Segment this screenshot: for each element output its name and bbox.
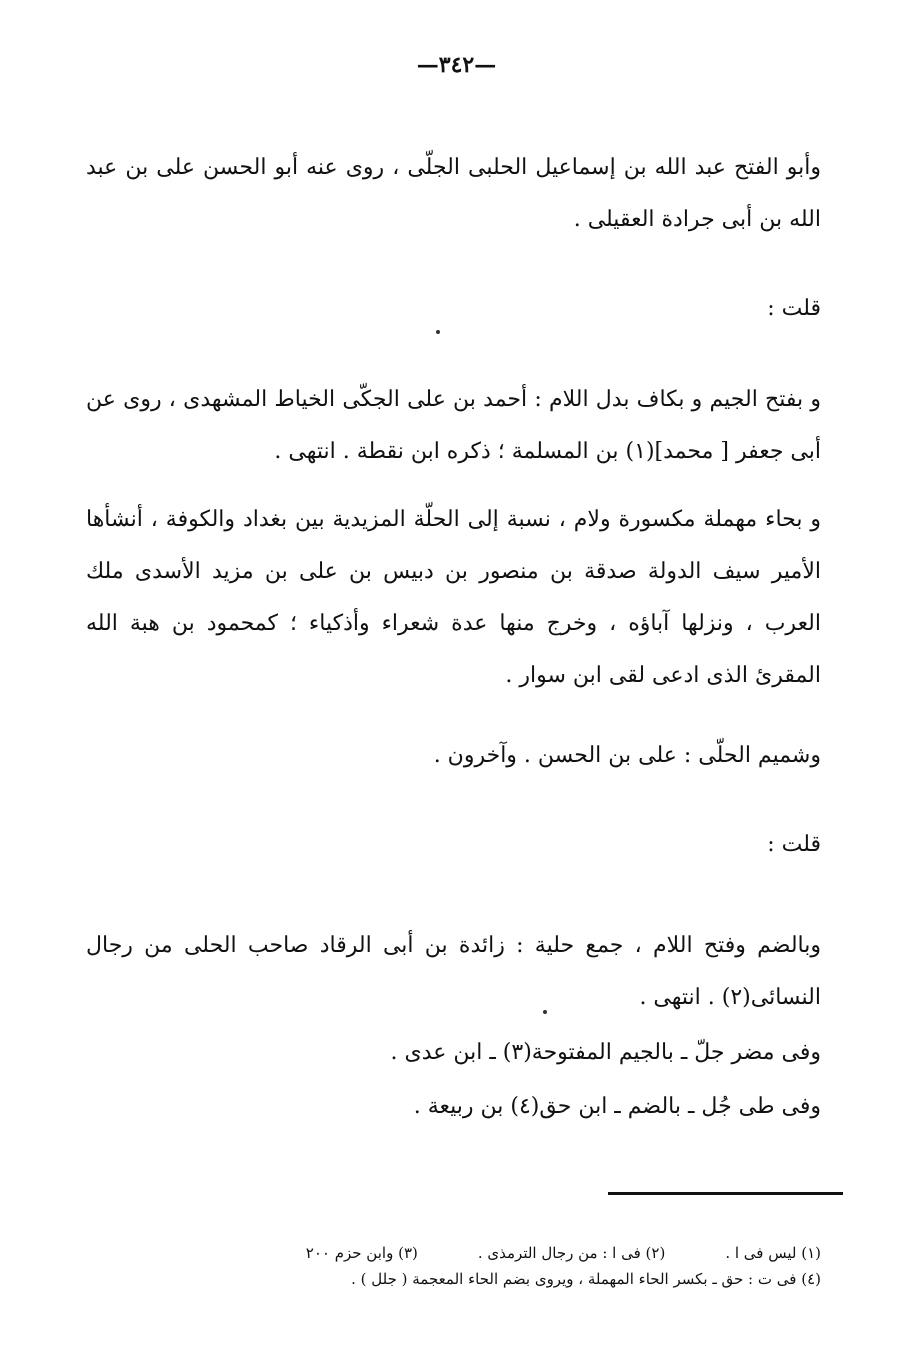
- heading-qultu-1: قلت :: [767, 296, 821, 321]
- footnote-1: (١) ليس فى ا .: [725, 1244, 821, 1262]
- footnote-2: (٢) فى ا : من رجال الترمذى .: [477, 1244, 666, 1262]
- footnotes-block: [86, 1240, 821, 1292]
- paragraph-5: وبالضم وفتح اللام ، جمع حلية : زائدة بن أبى الرقاد صاحب الحلى من رجال النسائى(٢) . انتهى .: [86, 933, 821, 1010]
- footnote-4: (٤) فى ت : حق ـ بكسر الحاء المهملة ، ويروى بضم الحاء المعجمة ( جلل ) .: [351, 1270, 821, 1288]
- paragraph-2: و بفتح الجيم و بكاف بدل اللام : أحمد بن على الجكّى الخياط المشهدى ، روى عن أبى جعفر [ محمد](١) بن المسلمة ؛ ذكره ابن نقطة . انتهى .: [86, 387, 821, 464]
- verse-line-1: وفى مضر جلّ ـ بالجيم المفتوحة(٣) ـ ابن عدى .: [390, 1040, 821, 1065]
- heading-qultu-2: قلت :: [767, 832, 821, 857]
- page-number: —٣٤٢—: [416, 52, 497, 78]
- verse-line-2: وفى طى جُل ـ بالضم ـ ابن حق(٤) بن ربيعة .: [413, 1094, 821, 1119]
- footnote-row-1: [86, 1240, 821, 1266]
- paragraph-3: و بحاء مهملة مكسورة ولام ، نسبة إلى الحلّة المزيدية بين بغداد والكوفة ، أنشأها الأمير سيف الدولة صدقة بن منصور بن دبيس بن على بن مزيد الأسدى ملك العرب ، ونزلها آباؤه ، وخرج منها عدة شعراء وأذكياء ؛ كمحمود بن هبة الله المقرئ الذى ادعى لقى ابن سوار .: [86, 507, 821, 688]
- footnote-row-2: [86, 1266, 821, 1292]
- stray-ink-dot-2: [543, 1010, 547, 1014]
- stray-ink-dot: [436, 330, 440, 334]
- footnote-separator: [608, 1192, 843, 1195]
- paragraph-1: وأبو الفتح عبد الله بن إسماعيل الحلبى الجلّى ، روى عنه أبو الحسن على بن عبد الله بن أبى جرادة العقيلى .: [86, 155, 821, 232]
- footnote-3: (٣) وابن حزم ٢٠٠: [305, 1244, 418, 1262]
- paragraph-4: وشميم الحلّى : على بن الحسن . وآخرون .: [433, 743, 821, 768]
